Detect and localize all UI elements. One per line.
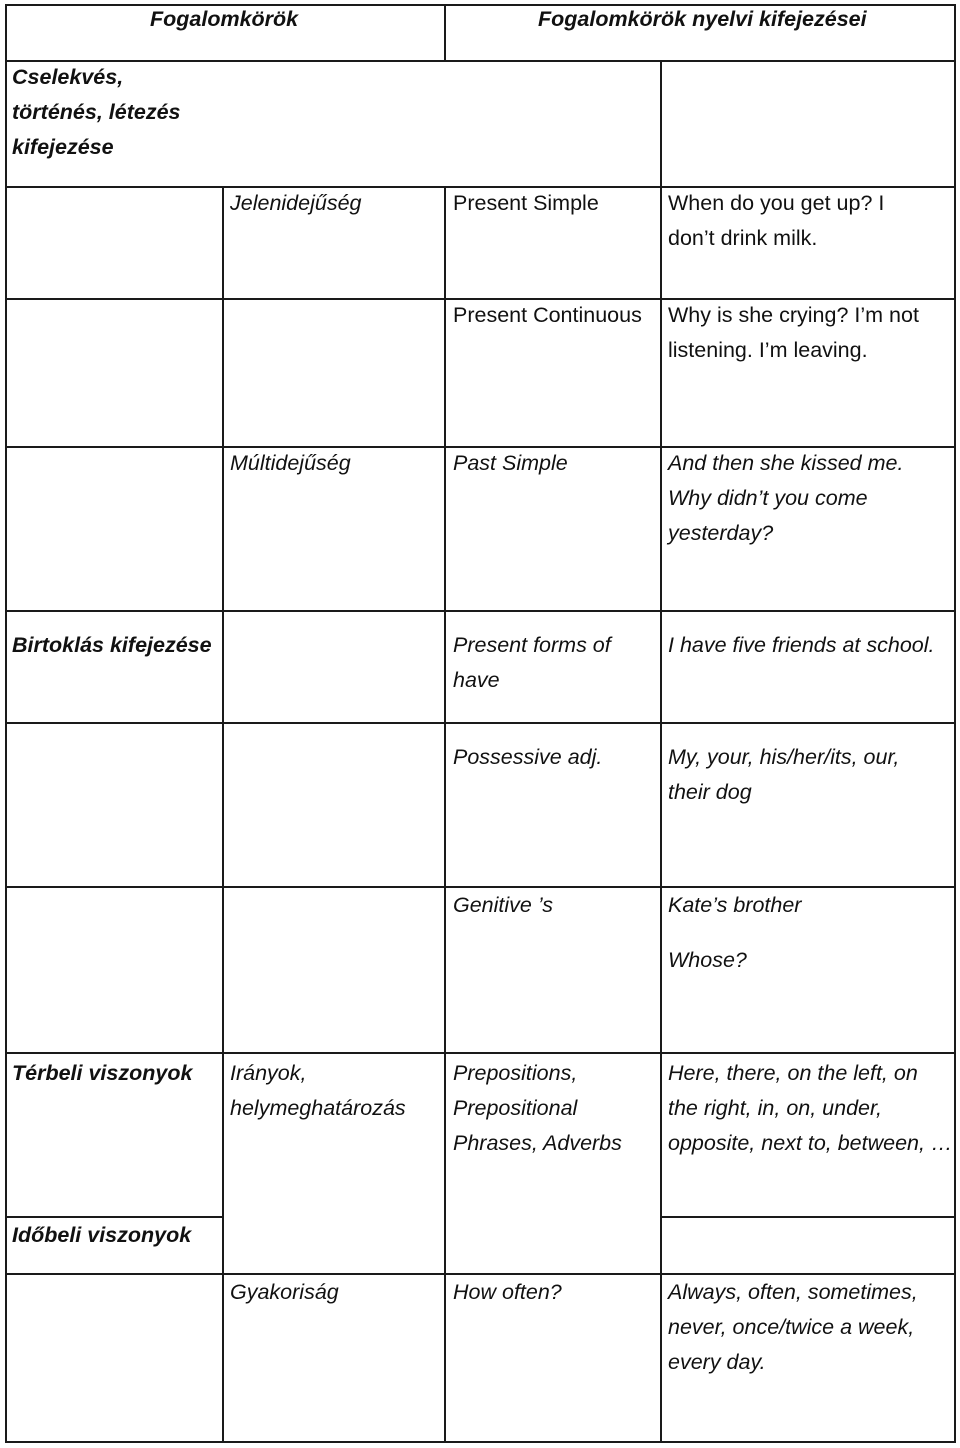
example-genitive: Kate’s brother	[668, 893, 802, 917]
column-divider	[444, 4, 446, 62]
example-present-simple: When do you get up? I don’t drink milk.	[668, 191, 885, 250]
column-divider	[222, 186, 224, 1443]
form-how-often: How often?	[453, 1280, 562, 1304]
example-have: I have five friends at school.	[668, 633, 935, 657]
form-past-simple: Past Simple	[453, 451, 568, 475]
form-present-continuous: Present Continuous	[453, 303, 642, 327]
form-genitive: Genitive ’s	[453, 893, 553, 917]
category-birtoklas: Birtoklás kifejezése	[12, 633, 212, 657]
category-terbeli: Térbeli viszonyok	[12, 1061, 193, 1085]
form-present-simple: Present Simple	[453, 191, 599, 215]
header-nyelvi-kifejezesek: Fogalomkörök nyelvi kifejezései	[538, 7, 867, 31]
subconcept-gyakorisag: Gyakoriság	[230, 1280, 339, 1304]
table-border-bottom	[5, 1441, 956, 1443]
example-whose: Whose?	[668, 948, 747, 972]
table-border-right	[954, 4, 956, 1443]
example-frequency: Always, often, sometimes, never, once/twice a week, every day.	[668, 1280, 918, 1374]
table-border-left	[5, 4, 7, 1443]
form-prepositions: Prepositions, Prepositional Phrases, Adverbs	[453, 1061, 622, 1155]
row-divider	[5, 610, 956, 612]
form-possessive-adj: Possessive adj.	[453, 745, 603, 769]
example-present-continuous: Why is she crying? I’m not listening. I’m leaving.	[668, 303, 919, 362]
example-prepositions: Here, there, on the left, on the right, in, on, under, opposite, next to, between, …	[668, 1061, 953, 1155]
subconcept-jelenidejuseg: Jelenidejűség	[230, 191, 362, 215]
subconcept-iranyok: Irányok, helymeghatározás	[230, 1061, 406, 1120]
subconcept-multidejuseg: Múltidejűség	[230, 451, 351, 475]
row-divider	[5, 1052, 956, 1054]
example-past-simple: And then she kissed me. Why didn’t you come yesterday?	[668, 451, 904, 545]
category-cselekves: Cselekvés, történés, létezés kifejezése	[12, 65, 181, 159]
column-divider	[660, 60, 662, 1443]
row-divider	[5, 722, 956, 724]
column-divider	[444, 186, 446, 1443]
category-idobeli: Időbeli viszonyok	[12, 1223, 192, 1247]
header-fogalomkorok: Fogalomkörök	[150, 7, 299, 31]
form-present-forms-of-have: Present forms of have	[453, 633, 611, 692]
example-possessive-adj: My, your, his/her/its, our, their dog	[668, 745, 900, 804]
row-divider	[660, 1216, 956, 1218]
